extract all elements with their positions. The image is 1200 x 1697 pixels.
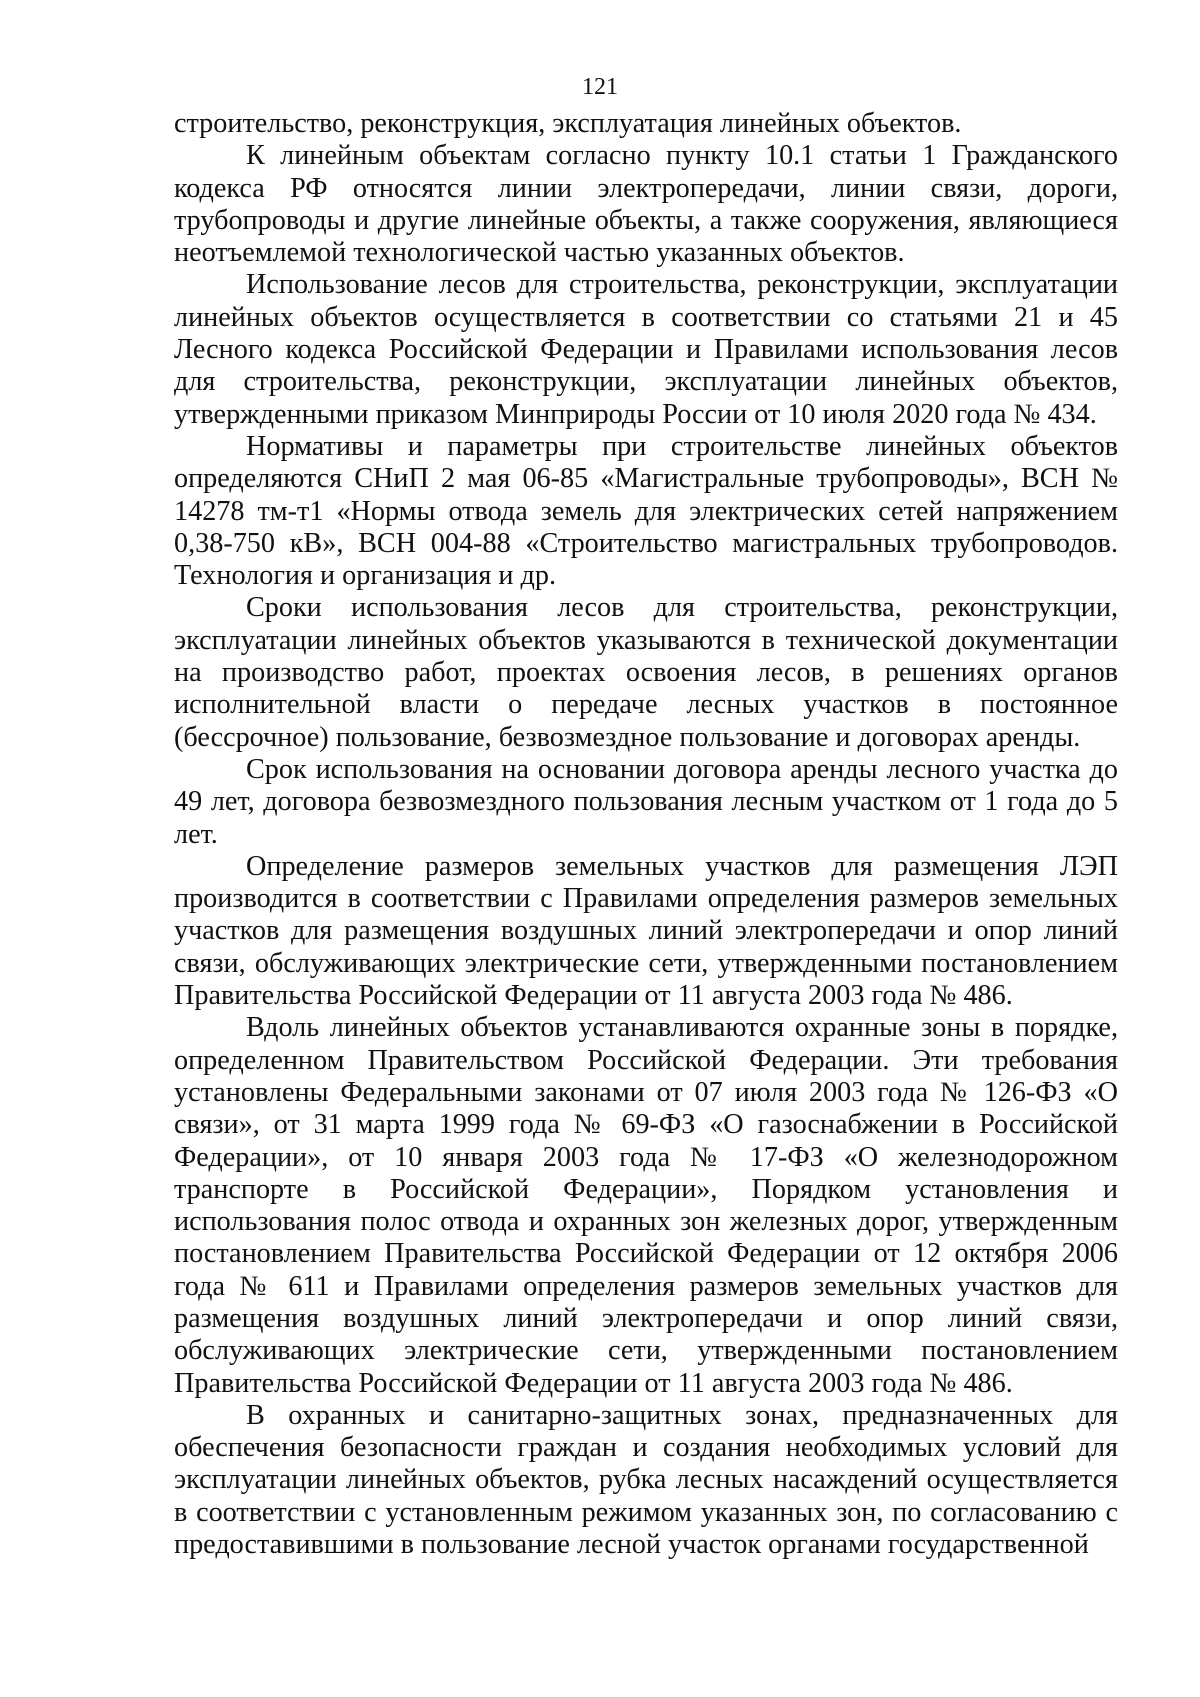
paragraph-continuation: строительство, реконструкция, эксплуатация линейных объектов.	[174, 108, 962, 139]
paragraph-forest-use: Использование лесов для строительства, реконструкции, эксплуатации линейных объектов осуществляется в соответствии со статьями 21 и 45 Лесного кодекса Российской Федерации и Правилами использования лесов для строительства, реконструкции, эксплуатации линейных объектов, утвержденными приказом Минприроды России от 10 июля 2020 года № 434.	[174, 269, 1118, 430]
paragraph-sanitary-zones: В охранных и санитарно-защитных зонах, предназначенных для обеспечения безопасности граждан и создания необходимых условий для эксплуатации линейных объектов, рубка лесных насаждений осуществляется в соответствии с установленным режимом указанных зон, по согласованию с предоставившими в пользование лесной участок органами государственной	[174, 1399, 1118, 1561]
paragraph-protection-zones: Вдоль линейных объектов устанавливаются охранные зоны в порядке, определенном Правительством Российской Федерации. Эти требования установлены Федеральными законами от 07 июля 2003 года № 126-ФЗ «О связи», от 31 марта 1999 года № 69-ФЗ «О газоснабжении в Российской Федерации», от 10 января 2003 года № 17-ФЗ «О железнодорожном транспорте в Российской Федерации», Порядком установления и использования полос отвода и охранных зон железных дорог, утвержденным постановлением Правительства Российской Федерации от 12 октября 2006 года № 611 и Правилами определения размеров земельных участков для размещения воздушных линий электропередачи и опор линий связи, обслуживающих электрические сети, утвержденными постановлением Правительства Российской Федерации от 11 августа 2003 года № 486.	[174, 1012, 1118, 1399]
paragraph-lease-term: Срок использования на основании договора аренды лесного участка до 49 лет, договора безвозмездного пользования лесным участком от 1 года до 5 лет.	[174, 753, 1118, 850]
paragraph-usage-terms: Сроки использования лесов для строительства, реконструкции, эксплуатации линейных объектов указываются в технической документации на производство работ, проектах освоения лесов, в решениях органов исполнительной власти о передаче лесных участков в постоянное (бессрочное) пользование, безвозмездное пользование и договорах аренды.	[174, 592, 1118, 753]
page-number: 121	[582, 74, 618, 100]
paragraph-land-plot-sizes: Определение размеров земельных участков для размещения ЛЭП производится в соответствии с Правилами определения размеров земельных участков для размещения воздушных линий электропередачи и опор линий связи, обслуживающих электрические сети, утвержденными постановлением Правительства Российской Федерации от 11 августа 2003 года № 486.	[174, 850, 1118, 1012]
paragraph-linear-objects-definition: К линейным объектам согласно пункту 10.1 статьи 1 Гражданского кодекса РФ относятся линии электропередачи, линии связи, дороги, трубопроводы и другие линейные объекты, а также сооружения, являющиеся неотъемлемой технологической частью указанных объектов.	[174, 140, 1118, 269]
paragraph-norms-parameters: Нормативы и параметры при строительстве линейных объектов определяются СНиП 2 мая 06-85 «Магистральные трубопроводы», ВСН № 14278 тм-т1 «Нормы отвода земель для электрических сетей напряжением 0,38-750 кВ», ВСН 004-88 «Строительство магистральных трубопроводов. Технология и организация и др.	[174, 430, 1118, 592]
document-body	[174, 108, 1118, 1561]
